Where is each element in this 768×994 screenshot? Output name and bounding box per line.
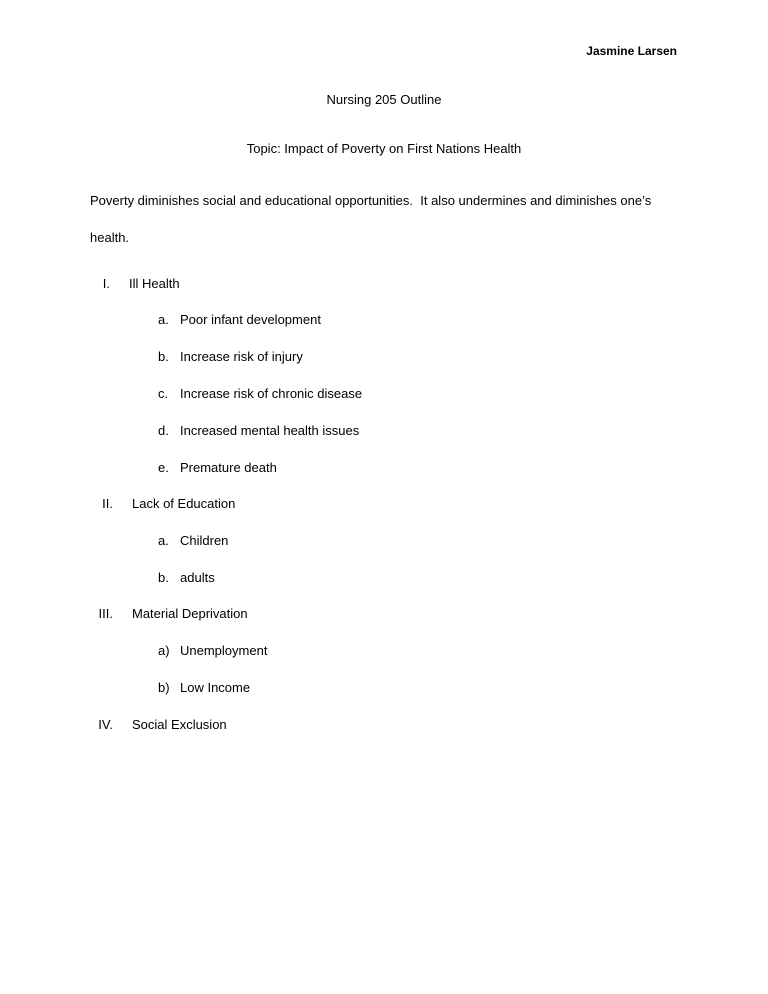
item-marker: a. [158, 533, 169, 548]
document-topic: Topic: Impact of Poverty on First Nations Health [246, 141, 522, 156]
item-text: Unemployment [180, 643, 268, 658]
item-marker: a) [158, 643, 170, 658]
item-text: Premature death [180, 460, 277, 475]
item-text: Increase risk of injury [180, 349, 303, 364]
item-marker: d. [158, 423, 169, 438]
item-marker: b. [158, 570, 169, 585]
item-text: Low Income [180, 680, 251, 695]
item-marker: b. [158, 349, 169, 364]
section-numeral: II. [102, 496, 113, 511]
document-title: Nursing 205 Outline [326, 92, 442, 107]
author-name: Jasmine Larsen [586, 44, 677, 58]
section-label: Ill Health [129, 276, 180, 291]
section-label: Material Deprivation [132, 606, 248, 621]
item-marker: b) [158, 680, 170, 695]
section-numeral: I. [102, 276, 110, 291]
section-label: Social Exclusion [132, 717, 227, 732]
item-marker: e. [158, 460, 169, 475]
item-text: Children [180, 533, 229, 548]
section-label: Lack of Education [132, 496, 236, 511]
intro-paragraph: Poverty diminishes social and educational opportunities. It also undermines and diminishes one’s health. [90, 193, 655, 245]
item-text: Increased mental health issues [180, 423, 360, 438]
item-marker: c. [158, 386, 169, 401]
section-numeral: III. [98, 606, 113, 621]
item-text: adults [180, 570, 215, 585]
item-text: Increase risk of chronic disease [180, 386, 363, 401]
item-marker: a. [158, 312, 169, 327]
item-text: Poor infant development [180, 312, 321, 327]
section-numeral: IV. [98, 717, 113, 732]
